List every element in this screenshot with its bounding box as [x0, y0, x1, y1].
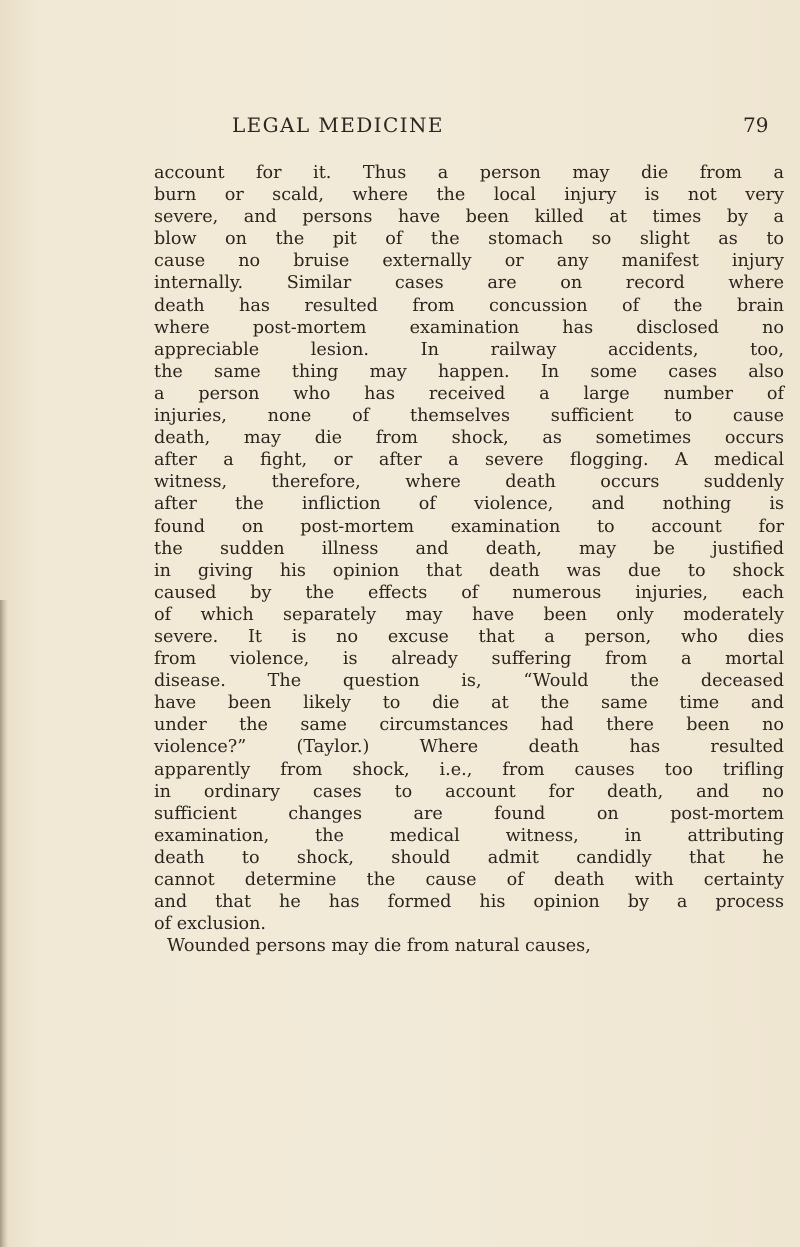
- text-line: death has resulted from concussion of the brain: [154, 295, 784, 316]
- text-line: death, may die from shock, as sometimes occurs: [154, 428, 784, 449]
- body-text: [154, 162, 784, 957]
- text-line: under the same circumstances had there been no: [154, 715, 784, 736]
- text-line: apparently from shock, i.e., from causes too trifling: [154, 759, 784, 780]
- running-head: [0, 113, 800, 141]
- text-line: violence?” (Taylor.) Where death has resulted: [154, 737, 784, 758]
- text-line: cause no bruise externally or any manifest injury: [154, 251, 784, 272]
- text-line: examination, the medical witness, in attributing: [154, 825, 784, 846]
- text-line: severe, and persons have been killed at times by a: [154, 207, 784, 228]
- text-line: sufficient changes are found on post-mortem: [154, 803, 784, 824]
- text-line: death to shock, should admit candidly that he: [154, 847, 784, 868]
- text-line: Wounded persons may die from natural causes,: [167, 936, 591, 957]
- text-line: after a fight, or after a severe flogging. A medical: [154, 450, 784, 471]
- text-line: a person who has received a large number of: [154, 383, 784, 404]
- binding-shadow: [0, 600, 8, 1247]
- running-head-title: LEGAL MEDICINE: [232, 113, 444, 137]
- text-line: severe. It is no excuse that a person, who dies: [154, 626, 784, 647]
- text-line: after the infliction of violence, and nothing is: [154, 494, 784, 515]
- text-line: in ordinary cases to account for death, and no: [154, 781, 784, 802]
- text-line: in giving his opinion that death was due to shock: [154, 560, 784, 581]
- text-line: the same thing may happen. In some cases also: [154, 361, 784, 382]
- text-line: witness, therefore, where death occurs suddenly: [154, 472, 784, 493]
- text-line: blow on the pit of the stomach so slight as to: [154, 229, 784, 250]
- text-line: appreciable lesion. In railway accidents, too,: [154, 339, 784, 360]
- page-number: 79: [743, 113, 769, 137]
- text-line: cannot determine the cause of death with certainty: [154, 870, 784, 890]
- text-line: of which separately may have been only moderately: [154, 604, 784, 625]
- text-line: of exclusion.: [154, 914, 267, 935]
- text-line: account for it. Thus a person may die from a: [154, 163, 784, 183]
- text-line: injuries, none of themselves sufficient to cause: [154, 406, 784, 427]
- text-line: and that he has formed his opinion by a process: [154, 892, 784, 913]
- text-line: the sudden illness and death, may be justified: [154, 538, 784, 559]
- text-line: caused by the effects of numerous injuries, each: [154, 582, 784, 603]
- text-line: disease. The question is, “Would the deceased: [154, 671, 784, 692]
- text-line: from violence, is already suffering from a mortal: [154, 649, 784, 670]
- text-line: burn or scald, where the local injury is not very: [154, 185, 784, 206]
- text-line: where post-mortem examination has disclosed no: [154, 317, 784, 338]
- text-line: found on post-mortem examination to account for: [154, 516, 784, 537]
- text-line: have been likely to die at the same time and: [154, 693, 784, 714]
- text-line: internally. Similar cases are on record where: [154, 273, 784, 294]
